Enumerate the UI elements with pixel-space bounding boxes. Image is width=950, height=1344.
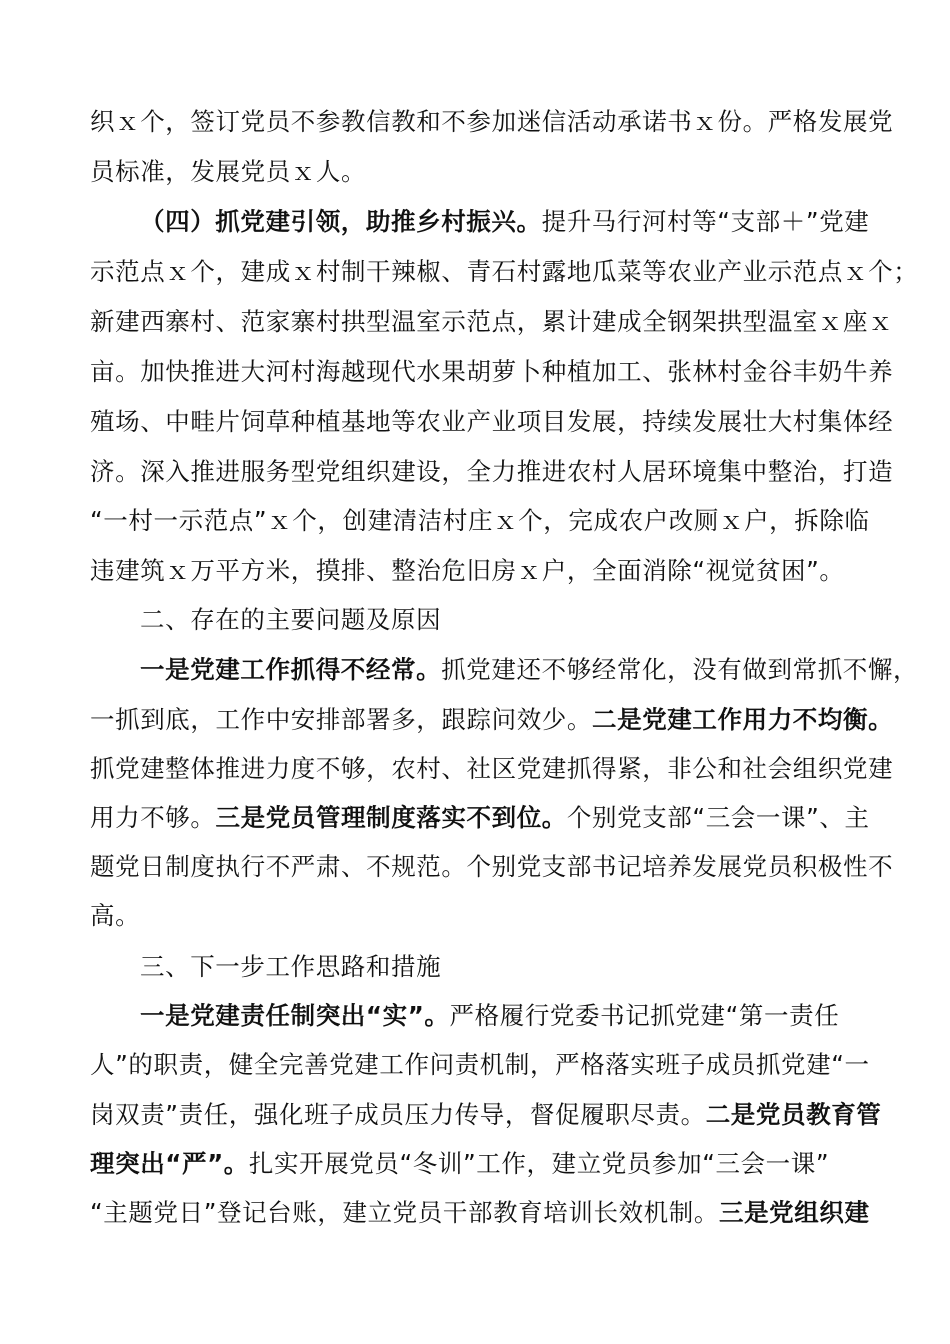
bold-run: 二是党建工作用力不均衡。 — [592, 705, 894, 734]
text-line — [90, 851, 894, 883]
text-run: 殖场、中畦片饲草种植基地等农业产业项目发展，持续发展壮大村集体经 — [90, 407, 894, 436]
text-run: 提升马行河村等“支部＋”党建 — [541, 207, 870, 236]
text-run: 岗双责”责任，强化班子成员压力传导，督促履职尽责。 — [90, 1100, 706, 1129]
section-heading-next-steps — [140, 951, 880, 983]
text-run: 一抓到底，工作中安排部署多，跟踪问效少。 — [90, 705, 592, 734]
text-line — [90, 704, 894, 736]
text-run: 人”的职责，健全完善党建工作问责机制，严格落实班子成员抓党建“一 — [90, 1050, 870, 1079]
text-run: 亩。加快推进大河村海越现代水果胡萝卜种植加工、张林村金谷丰奶牛养 — [90, 357, 894, 386]
heading-text: 三、下一步工作思路和措施 — [140, 952, 442, 981]
text-line — [140, 1000, 880, 1032]
text-run: 示范点ｘ个，建成ｘ村制干辣椒、青石村露地瓜菜等农业产业示范点ｘ个； — [90, 257, 919, 286]
heading-text: 二、存在的主要问题及原因 — [140, 605, 442, 634]
text-run: 严格履行党委书记抓党建“第一责任 — [449, 1001, 840, 1030]
bold-run: 三是党组织建 — [718, 1198, 870, 1227]
text-line — [140, 654, 919, 686]
text-line — [90, 1197, 880, 1229]
text-line — [90, 256, 919, 288]
text-line — [90, 156, 880, 188]
text-line — [90, 1049, 880, 1081]
text-run: 新建西寨村、范家寨村拱型温室示范点，累计建成全钢架拱型温室ｘ座ｘ — [90, 307, 894, 336]
bold-run: 理突出“严”。 — [90, 1149, 249, 1178]
section-heading-four — [140, 206, 880, 238]
text-run: 济。深入推进服务型党组织建设，全力推进农村人居环境集中整治，打造 — [90, 457, 894, 486]
bold-heading-run: （四）抓党建引领，助推乡村振兴。 — [140, 207, 542, 236]
text-line — [90, 306, 894, 338]
text-run: 扎实开展党员“冬训”工作，建立党员参加“三会一课” — [248, 1149, 830, 1178]
bold-run: 二是党员教育管 — [705, 1100, 882, 1129]
text-run: 违建筑ｘ万平方米，摸排、整治危旧房ｘ户，全面消除“视觉贫困”。 — [90, 556, 845, 585]
text-run: 抓党建整体推进力度不够，农村、社区党建抓得紧，非公和社会组织党建 — [90, 754, 894, 783]
text-line — [90, 106, 894, 138]
text-run: 题党日制度执行不严肃、不规范。个别党支部书记培养发展党员积极性不 — [90, 852, 894, 881]
text-line — [90, 406, 894, 438]
text-line — [90, 505, 880, 537]
text-run: 员标准，发展党员ｘ人。 — [90, 157, 367, 186]
text-line — [90, 456, 894, 488]
bold-run: 一是党建责任制突出“实”。 — [140, 1001, 450, 1030]
text-line — [90, 900, 880, 932]
text-run: “主题党日”登记台账，建立党员干部教育培训长效机制。 — [90, 1198, 719, 1227]
text-run: 织ｘ个，签订党员不参教信教和不参加迷信活动承诺书ｘ份。严格发展党 — [90, 107, 894, 136]
text-line — [90, 753, 894, 785]
text-line — [90, 1099, 880, 1131]
text-line — [90, 1148, 880, 1180]
text-line — [90, 802, 880, 834]
text-line — [90, 555, 880, 587]
text-line — [90, 356, 894, 388]
text-run: 用力不够。 — [90, 803, 216, 832]
text-run: “一村一示范点”ｘ个，创建清洁村庄ｘ个，完成农户改厕ｘ户，拆除临 — [90, 506, 870, 535]
text-run: 个别党支部“三会一课”、主 — [566, 803, 870, 832]
text-run: 高。 — [90, 901, 141, 930]
text-run: 抓党建还不够经常化，没有做到常抓不懈， — [441, 655, 919, 684]
section-heading-problems — [140, 604, 880, 636]
bold-run: 三是党员管理制度落实不到位。 — [215, 803, 567, 832]
bold-run: 一是党建工作抓得不经常。 — [140, 655, 442, 684]
